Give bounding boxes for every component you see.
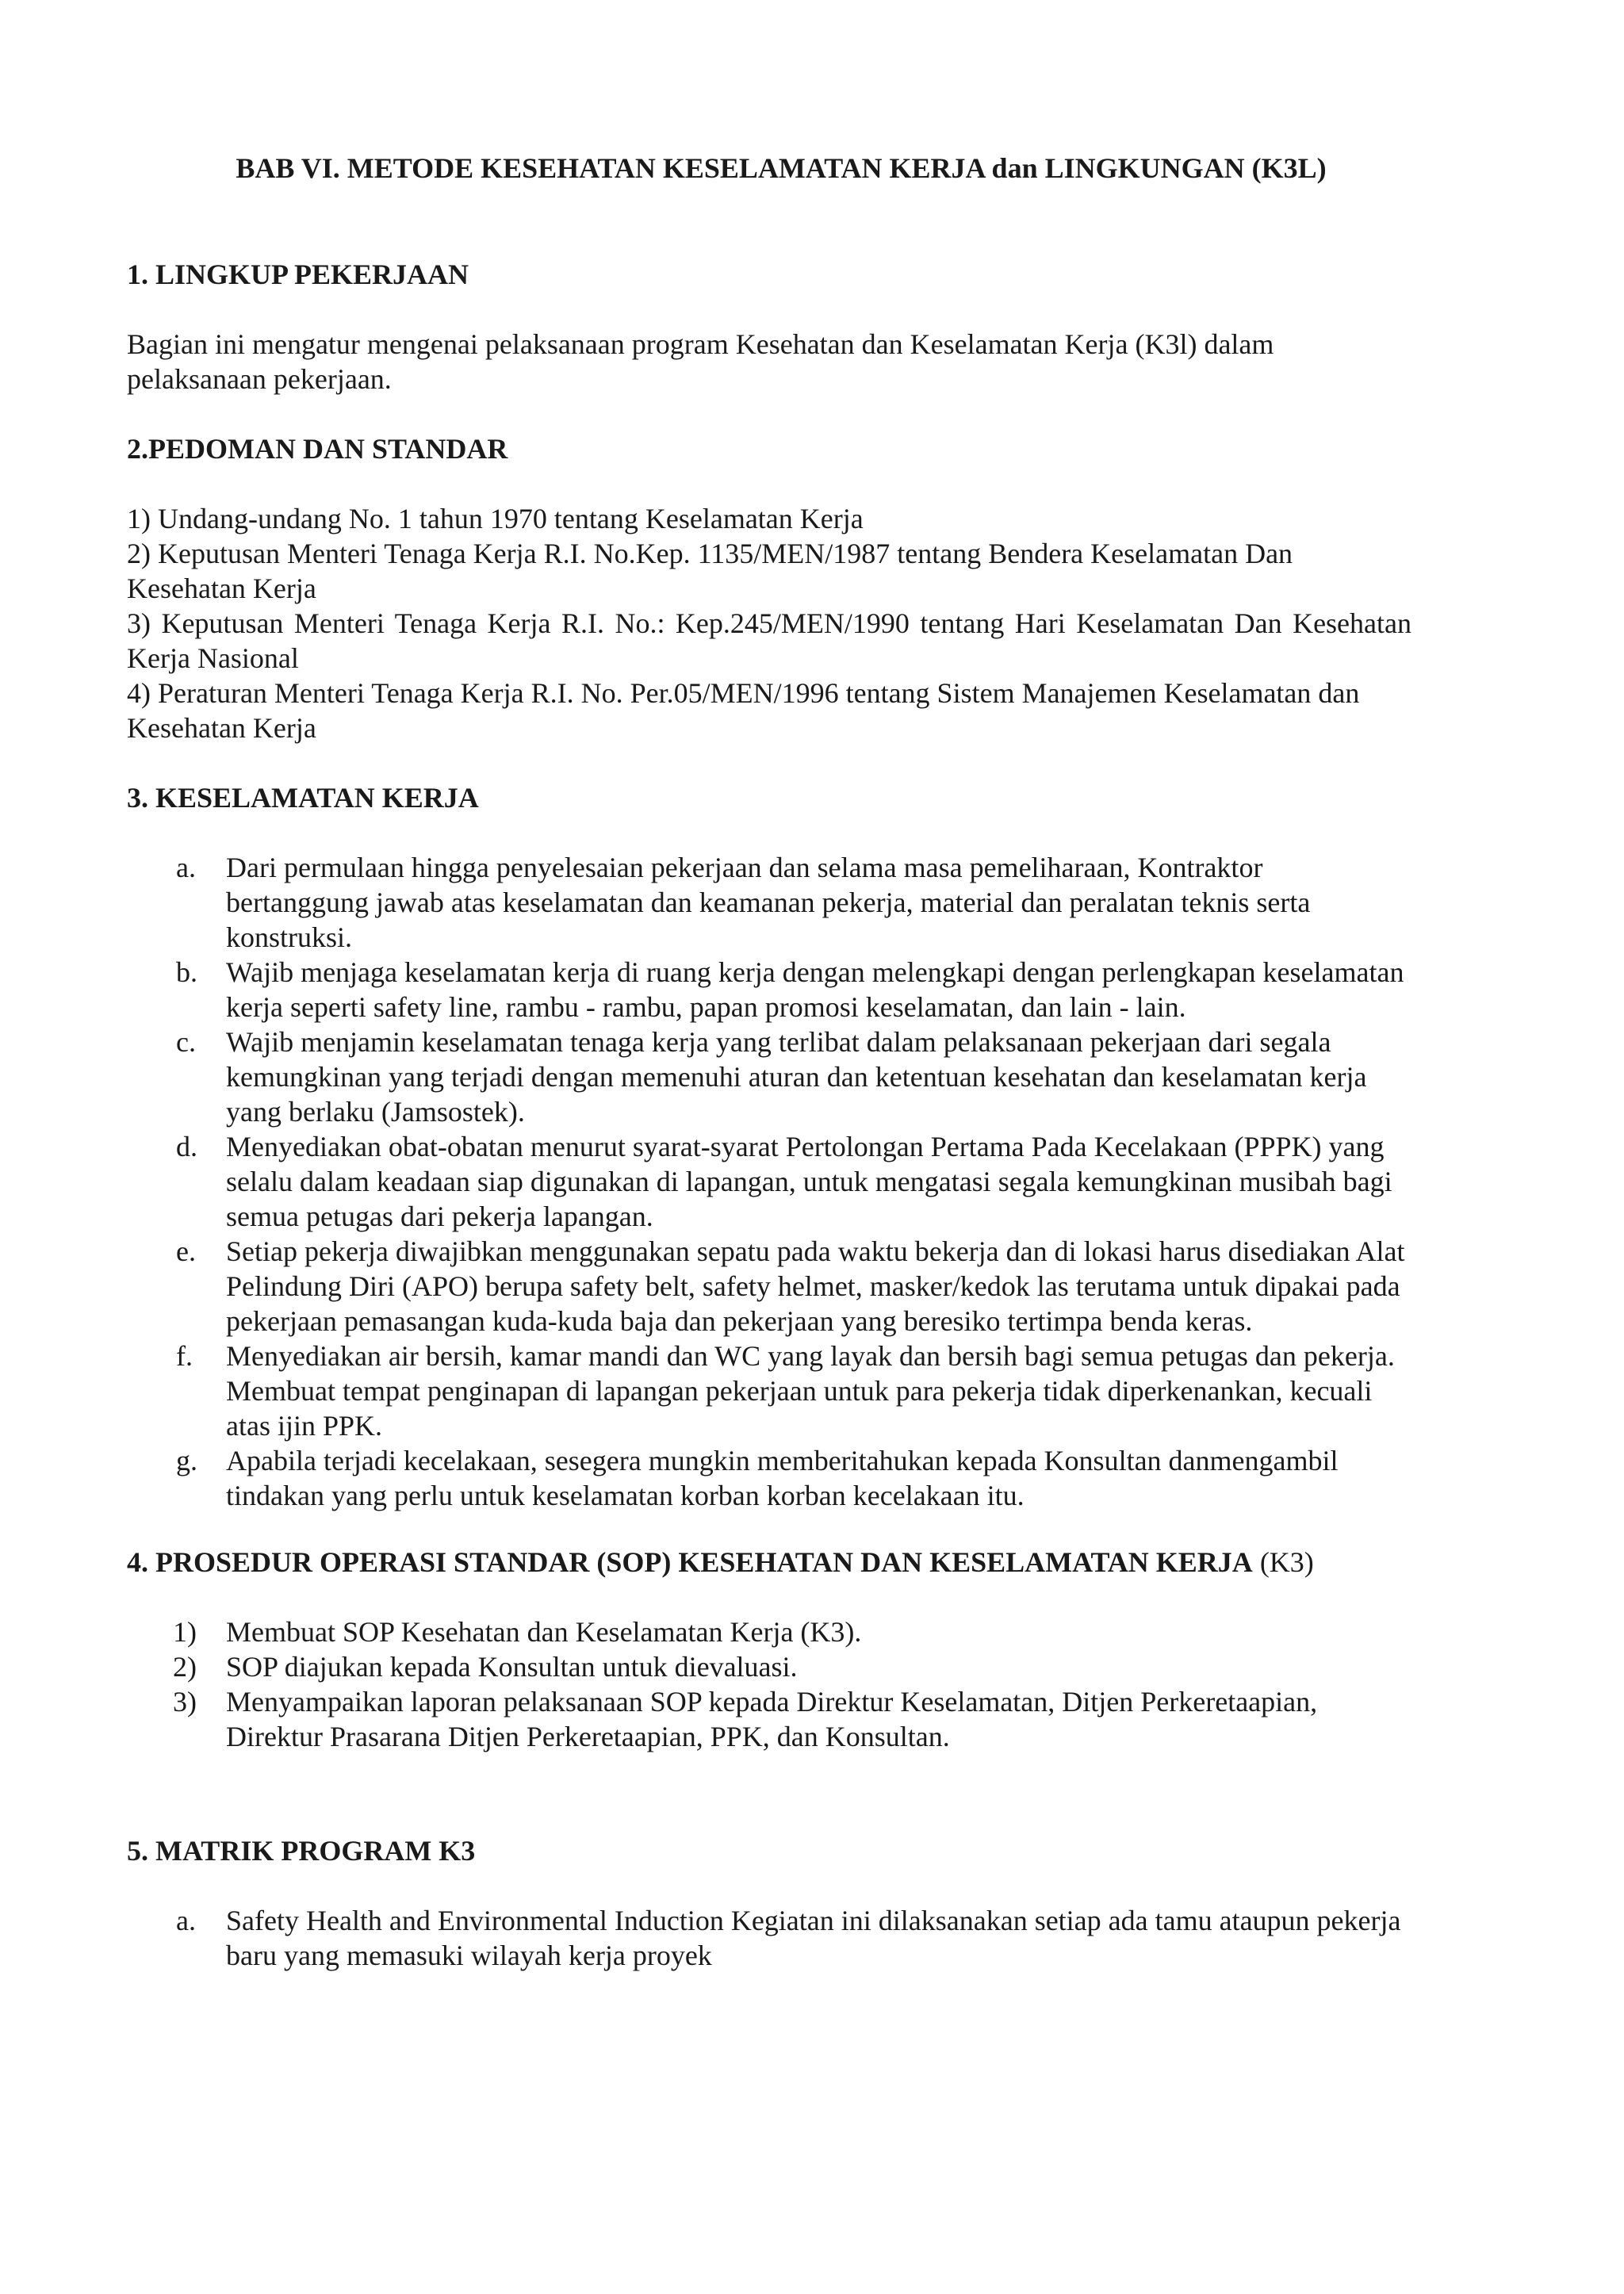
list-item bbox=[127, 1338, 1411, 1443]
list-item bbox=[127, 1903, 1411, 1973]
list-item-text: Menyampaikan laporan pelaksanaan SOP kepada Direktur Keselamatan, Ditjen Perkeretaapian, Direktur Prasarana Ditjen Perkeretaapian, PPK, dan Konsultan. bbox=[226, 1686, 1318, 1752]
list-item bbox=[127, 1024, 1411, 1129]
section-heading-sop-bold: 4. PROSEDUR OPERASI STANDAR (SOP) KESEHATAN DAN KESELAMATAN KERJA bbox=[127, 1546, 1253, 1578]
list-item-text: Wajib menjaga keselamatan kerja di ruang kerja dengan melengkapi dengan perlengkapan keselamatan kerja seperti safety line, rambu - rambu, papan promosi keselamatan, dan lain - lain. bbox=[226, 956, 1404, 1023]
section-heading-sop bbox=[127, 1545, 1411, 1580]
list-marker: g. bbox=[176, 1445, 197, 1476]
reference-item: 3) Keputusan Menteri Tenaga Kerja R.I. No.: Kep.245/MEN/1990 tentang Hari Keselamatan Dan Kesehatan Kerja Nasional bbox=[127, 607, 1411, 674]
list-item bbox=[127, 1614, 1411, 1649]
list-item bbox=[127, 1649, 1411, 1684]
list-marker: a. bbox=[176, 852, 196, 883]
section-heading-keselamatan: 3. KESELAMATAN KERJA bbox=[127, 782, 479, 814]
section-heading-matrik: 5. MATRIK PROGRAM K3 bbox=[127, 1835, 476, 1867]
list-item-text: Menyediakan air bersih, kamar mandi dan WC yang layak dan bersih bagi semua petugas dan pekerja. Membuat tempat penginapan di lapangan pekerjaan untuk para pekerja tidak diperkenankan, kecuali atas ijin PPK. bbox=[226, 1340, 1395, 1442]
list-marker: f. bbox=[176, 1340, 193, 1372]
section-heading-lingkup: 1. LINGKUP PEKERJAAN bbox=[127, 259, 469, 290]
sop-list bbox=[127, 1614, 1411, 1754]
document-page bbox=[127, 151, 1411, 2005]
section-paragraph-lingkup: Bagian ini mengatur mengenai pelaksanaan program Kesehatan dan Keselamatan Kerja (K3l) dalam pelaksanaan pekerjaan. bbox=[127, 328, 1274, 395]
program-list bbox=[127, 1903, 1411, 1973]
list-item-text: Menyediakan obat-obatan menurut syarat-syarat Pertolongan Pertama Pada Kecelakaan (PPPK) yang selalu dalam keadaan siap digunakan di lapangan, untuk mengatasi segala kemungkinan musibah bagi semua petugas dari pekerja lapangan. bbox=[226, 1131, 1392, 1232]
reference-item: 1) Undang-undang No. 1 tahun 1970 tentang Keselamatan Kerja bbox=[127, 503, 864, 534]
reference-item: 2) Keputusan Menteri Tenaga Kerja R.I. No.Kep. 1135/MEN/1987 tentang Bendera Keselamatan Dan Kesehatan Kerja bbox=[127, 538, 1293, 604]
list-marker: a. bbox=[176, 1905, 196, 1936]
list-marker: c. bbox=[176, 1026, 196, 1058]
list-marker: e. bbox=[176, 1235, 196, 1267]
list-marker: 2) bbox=[173, 1651, 197, 1683]
list-item-text: Safety Health and Environmental Induction Kegiatan ini dilaksanakan setiap ada tamu ataupun pekerja baru yang memasuki wilayah kerja proyek bbox=[226, 1905, 1401, 1971]
list-item bbox=[127, 1234, 1411, 1338]
list-item-text: Dari permulaan hingga penyelesaian pekerjaan dan selama masa pemeliharaan, Kontraktor bertanggung jawab atas keselamatan dan keamanan pekerja, material dan peralatan teknis serta konstruksi. bbox=[226, 852, 1311, 953]
document-title: BAB VI. METODE KESEHATAN KESELAMATAN KERJA dan LINGKUNGAN (K3L) bbox=[236, 152, 1327, 184]
section-heading-pedoman: 2.PEDOMAN DAN STANDAR bbox=[127, 433, 508, 465]
list-marker: 1) bbox=[173, 1616, 197, 1648]
safety-list bbox=[127, 850, 1411, 1513]
list-item bbox=[127, 1684, 1411, 1754]
section-heading-sop-suffix: (K3) bbox=[1252, 1546, 1314, 1578]
list-item bbox=[127, 1129, 1411, 1234]
list-item bbox=[127, 1443, 1411, 1513]
list-marker: d. bbox=[176, 1131, 197, 1162]
list-item bbox=[127, 850, 1411, 955]
list-marker: b. bbox=[176, 956, 197, 988]
list-item-text: Apabila terjadi kecelakaan, sesegera mungkin memberitahukan kepada Konsultan danmengambil tindakan yang perlu untuk keselamatan korban korban kecelakaan itu. bbox=[226, 1445, 1339, 1511]
list-item-text: SOP diajukan kepada Konsultan untuk dievaluasi. bbox=[226, 1651, 798, 1683]
list-item-text: Membuat SOP Kesehatan dan Keselamatan Kerja (K3). bbox=[226, 1616, 862, 1648]
list-item-text: Setiap pekerja diwajibkan menggunakan sepatu pada waktu bekerja dan di lokasi harus disediakan Alat Pelindung Diri (APO) berupa safety belt, safety helmet, masker/kedok las terutama untuk dipakai pada pekerjaan pemasangan kuda-kuda baja dan pekerjaan yang beresiko tertimpa benda keras. bbox=[226, 1235, 1405, 1337]
list-item-text: Wajib menjamin keselamatan tenaga kerja yang terlibat dalam pelaksanaan pekerjaan dari segala kemungkinan yang terjadi dengan memenuhi aturan dan ketentuan kesehatan dan keselamatan kerja yang berlaku (Jamsostek). bbox=[226, 1026, 1367, 1128]
reference-item: 4) Peraturan Menteri Tenaga Kerja R.I. No. Per.05/MEN/1996 tentang Sistem Manajemen Keselamatan dan Kesehatan Kerja bbox=[127, 677, 1360, 744]
list-marker: 3) bbox=[173, 1686, 197, 1718]
reference-list bbox=[127, 501, 1411, 745]
list-item bbox=[127, 955, 1411, 1024]
